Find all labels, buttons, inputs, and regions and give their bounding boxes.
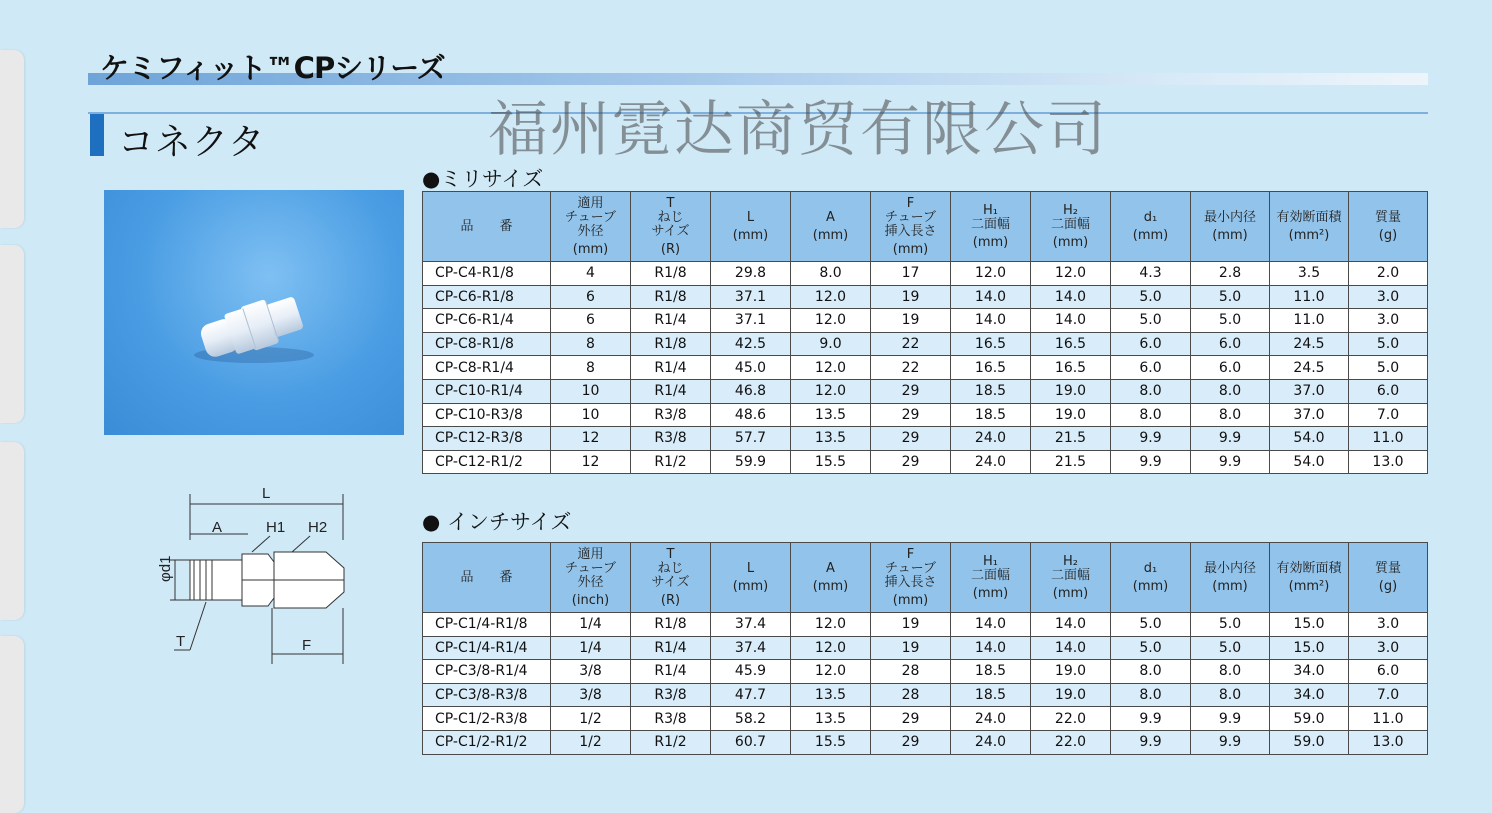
metric-col-header xyxy=(1191,192,1270,262)
table-cell: 18.5 xyxy=(951,379,1031,403)
table-cell: 3.0 xyxy=(1349,636,1428,660)
label-H1: H1 xyxy=(266,519,286,536)
inch-col-unit: (mm²) xyxy=(1288,578,1330,594)
table-cell: 4.3 xyxy=(1111,262,1191,286)
table-cell: 14.0 xyxy=(951,309,1031,333)
table-cell: 54.0 xyxy=(1270,427,1349,451)
table-cell: 45.0 xyxy=(711,356,791,380)
inch-col-unit: (mm) xyxy=(1212,578,1248,594)
inch-col-name: H₁ 二面幅 xyxy=(970,553,1010,583)
table-row xyxy=(423,427,1428,451)
table-cell: 8.0 xyxy=(1111,403,1191,427)
table-cell: 6.0 xyxy=(1349,379,1428,403)
table-cell: 59.9 xyxy=(711,450,791,474)
table-cell: 37.0 xyxy=(1270,379,1349,403)
table-cell: 14.0 xyxy=(1031,309,1111,333)
part-number-cell: CP-C1/4-R1/4 xyxy=(423,636,551,660)
table-cell: 13.5 xyxy=(791,403,871,427)
table-cell: R3/8 xyxy=(631,683,711,707)
inch-col-name: 最小内径 xyxy=(1203,560,1256,576)
table-row xyxy=(423,309,1428,333)
table-cell: R1/8 xyxy=(631,262,711,286)
table-cell: 5.0 xyxy=(1349,356,1428,380)
table-cell: 29 xyxy=(871,450,951,474)
table-cell: 57.7 xyxy=(711,427,791,451)
table-cell: R1/4 xyxy=(631,660,711,684)
table-cell: 11.0 xyxy=(1349,707,1428,731)
table-cell: 9.9 xyxy=(1111,427,1191,451)
inch-col-name: T ねじ サイズ xyxy=(651,546,690,590)
part-number-cell: CP-C12-R3/8 xyxy=(423,427,551,451)
table-cell: 6.0 xyxy=(1349,660,1428,684)
series-title: ケミフィット™CPシリーズ xyxy=(100,51,445,85)
inch-body xyxy=(423,613,1428,755)
table-cell: R1/8 xyxy=(631,613,711,637)
table-cell: 12.0 xyxy=(791,285,871,309)
table-cell: 9.9 xyxy=(1111,730,1191,754)
table-cell: 54.0 xyxy=(1270,450,1349,474)
metric-col-header xyxy=(711,192,791,262)
metric-col-unit: (mm) xyxy=(1052,234,1089,250)
table-cell: 37.4 xyxy=(711,613,791,637)
metric-spec-table xyxy=(422,191,1428,474)
table-cell: 14.0 xyxy=(1031,285,1111,309)
side-tab-1 xyxy=(0,50,24,228)
table-row xyxy=(423,285,1428,309)
metric-col-unit: (mm) xyxy=(572,241,609,257)
metric-col-unit: (R) xyxy=(660,241,681,257)
inch-col-name: 適用 チューブ 外径 xyxy=(565,546,616,590)
table-cell: 3.0 xyxy=(1349,613,1428,637)
table-cell: 12.0 xyxy=(791,379,871,403)
table-cell: 12 xyxy=(551,450,631,474)
metric-col-name: F チューブ 挿入長さ xyxy=(884,195,937,239)
metric-col-name: d₁ xyxy=(1143,209,1158,225)
side-tab-3 xyxy=(0,442,24,620)
table-cell: R1/4 xyxy=(631,356,711,380)
table-cell: 15.0 xyxy=(1270,613,1349,637)
inch-col-header xyxy=(551,543,631,613)
table-cell: 28 xyxy=(871,660,951,684)
table-cell: 5.0 xyxy=(1191,636,1270,660)
table-cell: 11.0 xyxy=(1349,427,1428,451)
table-cell: 5.0 xyxy=(1191,285,1270,309)
table-cell: R3/8 xyxy=(631,427,711,451)
table-cell: 14.0 xyxy=(1031,636,1111,660)
section-title: コネクタ xyxy=(118,122,266,163)
table-cell: 16.5 xyxy=(1031,332,1111,356)
inch-header-row xyxy=(423,543,1428,613)
table-cell: R1/4 xyxy=(631,379,711,403)
metric-col-unit: (mm) xyxy=(1212,227,1248,243)
metric-col-unit: (mm) xyxy=(1132,227,1169,243)
table-cell: 9.9 xyxy=(1191,427,1270,451)
table-cell: R1/8 xyxy=(631,332,711,356)
table-cell: 12.0 xyxy=(1031,262,1111,286)
watermark: 福州霓达商贸有限公司 xyxy=(488,95,1108,165)
table-cell: 8.0 xyxy=(1111,379,1191,403)
table-cell: 12.0 xyxy=(791,660,871,684)
table-cell: 45.9 xyxy=(711,660,791,684)
side-tab-2 xyxy=(0,245,24,423)
table-cell: 9.9 xyxy=(1111,707,1191,731)
table-cell: 18.5 xyxy=(951,683,1031,707)
table-cell: 22 xyxy=(871,332,951,356)
table-cell: 8.0 xyxy=(791,262,871,286)
table-cell: 15.5 xyxy=(791,730,871,754)
inch-col-name: 質量 xyxy=(1374,560,1401,576)
table-cell: 37.4 xyxy=(711,636,791,660)
table-cell: 24.5 xyxy=(1270,356,1349,380)
metric-col-header xyxy=(1349,192,1428,262)
table-cell: 29 xyxy=(871,730,951,754)
metric-header-row xyxy=(423,192,1428,262)
metric-col-header xyxy=(791,192,871,262)
table-cell: 8.0 xyxy=(1191,403,1270,427)
table-cell: 6.0 xyxy=(1191,332,1270,356)
table-cell: 47.7 xyxy=(711,683,791,707)
table-cell: R1/8 xyxy=(631,285,711,309)
table-cell: 3/8 xyxy=(551,683,631,707)
table-cell: 5.0 xyxy=(1191,613,1270,637)
table-cell: 8.0 xyxy=(1191,379,1270,403)
inch-col-unit: (g) xyxy=(1378,578,1398,594)
table-cell: 7.0 xyxy=(1349,683,1428,707)
part-number-cell: CP-C1/2-R3/8 xyxy=(423,707,551,731)
metric-col-unit: (mm) xyxy=(732,227,769,243)
table-cell: 24.5 xyxy=(1270,332,1349,356)
table-cell: 19 xyxy=(871,285,951,309)
part-number-cell: CP-C4-R1/8 xyxy=(423,262,551,286)
table-cell: 6 xyxy=(551,309,631,333)
table-cell: 11.0 xyxy=(1270,285,1349,309)
inch-col-header xyxy=(951,543,1031,613)
table-cell: 13.5 xyxy=(791,707,871,731)
table-cell: 1/2 xyxy=(551,730,631,754)
table-cell: 17 xyxy=(871,262,951,286)
metric-heading: ●ミリサイズ xyxy=(422,167,544,191)
metric-col-name: 有効断面積 xyxy=(1276,209,1342,225)
part-number-cell: CP-C8-R1/4 xyxy=(423,356,551,380)
inch-col-unit: (mm) xyxy=(1132,578,1169,594)
table-cell: R1/2 xyxy=(631,730,711,754)
metric-col-name: H₁ 二面幅 xyxy=(970,202,1010,232)
table-cell: 24.0 xyxy=(951,427,1031,451)
table-cell: 18.5 xyxy=(951,660,1031,684)
table-cell: 1/4 xyxy=(551,636,631,660)
table-cell: 6.0 xyxy=(1111,332,1191,356)
table-row xyxy=(423,379,1428,403)
table-cell: 16.5 xyxy=(951,356,1031,380)
table-cell: 19.0 xyxy=(1031,403,1111,427)
table-cell: 1/4 xyxy=(551,613,631,637)
inch-col-header xyxy=(1349,543,1428,613)
part-number-cell: CP-C6-R1/8 xyxy=(423,285,551,309)
table-cell: 5.0 xyxy=(1111,613,1191,637)
inch-col-unit: (inch) xyxy=(571,592,610,608)
table-cell: 13.0 xyxy=(1349,730,1428,754)
label-F: F xyxy=(302,637,312,654)
inch-col-header xyxy=(423,543,551,613)
metric-col-name: 適用 チューブ 外径 xyxy=(565,195,616,239)
table-row xyxy=(423,730,1428,754)
table-cell: 37.0 xyxy=(1270,403,1349,427)
label-L: L xyxy=(262,485,271,502)
table-cell: 15.5 xyxy=(791,450,871,474)
table-cell: 21.5 xyxy=(1031,427,1111,451)
table-row xyxy=(423,262,1428,286)
metric-col-header xyxy=(1111,192,1191,262)
inch-col-name: 品 番 xyxy=(460,569,513,585)
inch-col-header xyxy=(1270,543,1349,613)
table-row xyxy=(423,636,1428,660)
table-row xyxy=(423,450,1428,474)
table-cell: 19.0 xyxy=(1031,683,1111,707)
table-row xyxy=(423,332,1428,356)
metric-col-header xyxy=(1031,192,1111,262)
table-cell: 19.0 xyxy=(1031,379,1111,403)
table-cell: 29 xyxy=(871,379,951,403)
table-cell: 19 xyxy=(871,613,951,637)
table-cell: R1/2 xyxy=(631,450,711,474)
table-cell: 58.2 xyxy=(711,707,791,731)
table-cell: 9.9 xyxy=(1111,450,1191,474)
metric-col-name: H₂ 二面幅 xyxy=(1050,202,1090,232)
inch-col-unit: (mm) xyxy=(812,578,849,594)
metric-col-unit: (mm) xyxy=(812,227,849,243)
inch-col-header xyxy=(1031,543,1111,613)
table-cell: 18.5 xyxy=(951,403,1031,427)
table-cell: 13.5 xyxy=(791,427,871,451)
table-cell: 19 xyxy=(871,309,951,333)
table-cell: 22.0 xyxy=(1031,730,1111,754)
table-cell: 22.0 xyxy=(1031,707,1111,731)
table-cell: R3/8 xyxy=(631,403,711,427)
metric-col-name: T ねじ サイズ xyxy=(651,195,690,239)
inch-col-header xyxy=(1191,543,1270,613)
table-row xyxy=(423,683,1428,707)
table-cell: 29 xyxy=(871,707,951,731)
table-cell: 6 xyxy=(551,285,631,309)
part-number-cell: CP-C1/2-R1/2 xyxy=(423,730,551,754)
metric-col-name: 最小内径 xyxy=(1203,209,1256,225)
table-cell: R1/4 xyxy=(631,309,711,333)
table-cell: 10 xyxy=(551,379,631,403)
inch-col-unit: (mm) xyxy=(972,585,1009,601)
inch-col-header xyxy=(1111,543,1191,613)
table-cell: 15.0 xyxy=(1270,636,1349,660)
table-cell: R1/4 xyxy=(631,636,711,660)
inch-col-name: L xyxy=(746,560,755,576)
table-cell: 5.0 xyxy=(1111,309,1191,333)
table-cell: 60.7 xyxy=(711,730,791,754)
metric-col-name: A xyxy=(826,209,835,225)
connector-photo-image xyxy=(104,190,404,435)
metric-col-header xyxy=(871,192,951,262)
table-cell: 14.0 xyxy=(951,636,1031,660)
table-cell: 13.0 xyxy=(1349,450,1428,474)
table-cell: 2.0 xyxy=(1349,262,1428,286)
table-cell: 24.0 xyxy=(951,450,1031,474)
table-row xyxy=(423,707,1428,731)
part-number-cell: CP-C8-R1/8 xyxy=(423,332,551,356)
inch-col-header xyxy=(871,543,951,613)
table-cell: 14.0 xyxy=(951,613,1031,637)
metric-col-header xyxy=(951,192,1031,262)
metric-col-name: 品 番 xyxy=(460,218,513,234)
table-cell: 48.6 xyxy=(711,403,791,427)
part-number-cell: CP-C1/4-R1/8 xyxy=(423,613,551,637)
table-cell: 12.0 xyxy=(791,613,871,637)
table-cell: R3/8 xyxy=(631,707,711,731)
inch-col-header xyxy=(631,543,711,613)
inch-col-unit: (mm) xyxy=(1052,585,1089,601)
metric-col-header xyxy=(423,192,551,262)
metric-col-name: 質量 xyxy=(1374,209,1401,225)
table-cell: 6.0 xyxy=(1111,356,1191,380)
table-cell: 42.5 xyxy=(711,332,791,356)
inch-spec-table xyxy=(422,542,1428,755)
table-cell: 9.9 xyxy=(1191,707,1270,731)
metric-col-unit: (mm) xyxy=(892,241,929,257)
table-cell: 8 xyxy=(551,332,631,356)
metric-col-unit: (g) xyxy=(1378,227,1398,243)
table-cell: 5.0 xyxy=(1349,332,1428,356)
table-cell: 34.0 xyxy=(1270,660,1349,684)
part-number-cell: CP-C10-R1/4 xyxy=(423,379,551,403)
table-cell: 24.0 xyxy=(951,730,1031,754)
table-cell: 4 xyxy=(551,262,631,286)
table-cell: 46.8 xyxy=(711,379,791,403)
inch-col-unit: (mm) xyxy=(732,578,769,594)
table-cell: 8.0 xyxy=(1191,660,1270,684)
inch-col-name: F チューブ 挿入長さ xyxy=(884,546,937,590)
side-tab-4 xyxy=(0,636,24,813)
inch-col-unit: (mm) xyxy=(892,592,929,608)
label-H2: H2 xyxy=(308,519,328,536)
inch-col-name: H₂ 二面幅 xyxy=(1050,553,1090,583)
metric-col-unit: (mm) xyxy=(972,234,1009,250)
table-cell: 9.0 xyxy=(791,332,871,356)
table-cell: 13.5 xyxy=(791,683,871,707)
table-cell: 29.8 xyxy=(711,262,791,286)
table-cell: 2.8 xyxy=(1191,262,1270,286)
table-cell: 12.0 xyxy=(951,262,1031,286)
table-cell: 16.5 xyxy=(1031,356,1111,380)
table-cell: 12.0 xyxy=(791,636,871,660)
label-A: A xyxy=(212,519,223,536)
product-photo xyxy=(104,190,404,435)
table-cell: 7.0 xyxy=(1349,403,1428,427)
table-cell: 8.0 xyxy=(1191,683,1270,707)
table-cell: 6.0 xyxy=(1191,356,1270,380)
inch-col-name: d₁ xyxy=(1143,560,1158,576)
inch-heading: ● インチサイズ xyxy=(422,510,572,534)
table-cell: 29 xyxy=(871,403,951,427)
table-cell: 12 xyxy=(551,427,631,451)
table-cell: 19 xyxy=(871,636,951,660)
metric-col-header xyxy=(1270,192,1349,262)
table-cell: 5.0 xyxy=(1111,285,1191,309)
table-cell: 24.0 xyxy=(951,707,1031,731)
table-cell: 22 xyxy=(871,356,951,380)
table-cell: 5.0 xyxy=(1111,636,1191,660)
inch-col-header xyxy=(711,543,791,613)
metric-body xyxy=(423,262,1428,474)
metric-col-name: L xyxy=(746,209,755,225)
table-row xyxy=(423,356,1428,380)
table-cell: 8 xyxy=(551,356,631,380)
table-cell: 29 xyxy=(871,427,951,451)
table-cell: 8.0 xyxy=(1111,660,1191,684)
table-cell: 3.0 xyxy=(1349,309,1428,333)
metric-col-unit: (mm²) xyxy=(1288,227,1330,243)
inch-col-name: 有効断面積 xyxy=(1276,560,1342,576)
table-cell: 5.0 xyxy=(1191,309,1270,333)
table-cell: 1/2 xyxy=(551,707,631,731)
table-cell: 34.0 xyxy=(1270,683,1349,707)
table-cell: 3.0 xyxy=(1349,285,1428,309)
section-marker xyxy=(90,114,104,156)
table-cell: 3.5 xyxy=(1270,262,1349,286)
table-cell: 9.9 xyxy=(1191,730,1270,754)
part-number-cell: CP-C12-R1/2 xyxy=(423,450,551,474)
table-cell: 37.1 xyxy=(711,309,791,333)
inch-col-name: A xyxy=(826,560,835,576)
table-cell: 16.5 xyxy=(951,332,1031,356)
part-number-cell: CP-C3/8-R1/4 xyxy=(423,660,551,684)
table-cell: 14.0 xyxy=(1031,613,1111,637)
table-row xyxy=(423,613,1428,637)
table-cell: 59.0 xyxy=(1270,707,1349,731)
table-cell: 12.0 xyxy=(791,356,871,380)
inch-col-header xyxy=(791,543,871,613)
metric-col-header xyxy=(631,192,711,262)
part-number-cell: CP-C10-R3/8 xyxy=(423,403,551,427)
table-cell: 21.5 xyxy=(1031,450,1111,474)
table-row xyxy=(423,403,1428,427)
table-cell: 19.0 xyxy=(1031,660,1111,684)
table-cell: 11.0 xyxy=(1270,309,1349,333)
table-cell: 59.0 xyxy=(1270,730,1349,754)
label-T: T xyxy=(176,633,186,650)
table-cell: 14.0 xyxy=(951,285,1031,309)
table-cell: 12.0 xyxy=(791,309,871,333)
table-cell: 8.0 xyxy=(1111,683,1191,707)
table-cell: 28 xyxy=(871,683,951,707)
dimension-drawing xyxy=(130,482,370,672)
metric-col-header xyxy=(551,192,631,262)
part-number-cell: CP-C6-R1/4 xyxy=(423,309,551,333)
table-row xyxy=(423,660,1428,684)
part-number-cell: CP-C3/8-R3/8 xyxy=(423,683,551,707)
inch-col-unit: (R) xyxy=(660,592,681,608)
table-cell: 10 xyxy=(551,403,631,427)
table-cell: 37.1 xyxy=(711,285,791,309)
table-cell: 9.9 xyxy=(1191,450,1270,474)
label-d1: φd1 xyxy=(157,555,174,582)
table-cell: 3/8 xyxy=(551,660,631,684)
